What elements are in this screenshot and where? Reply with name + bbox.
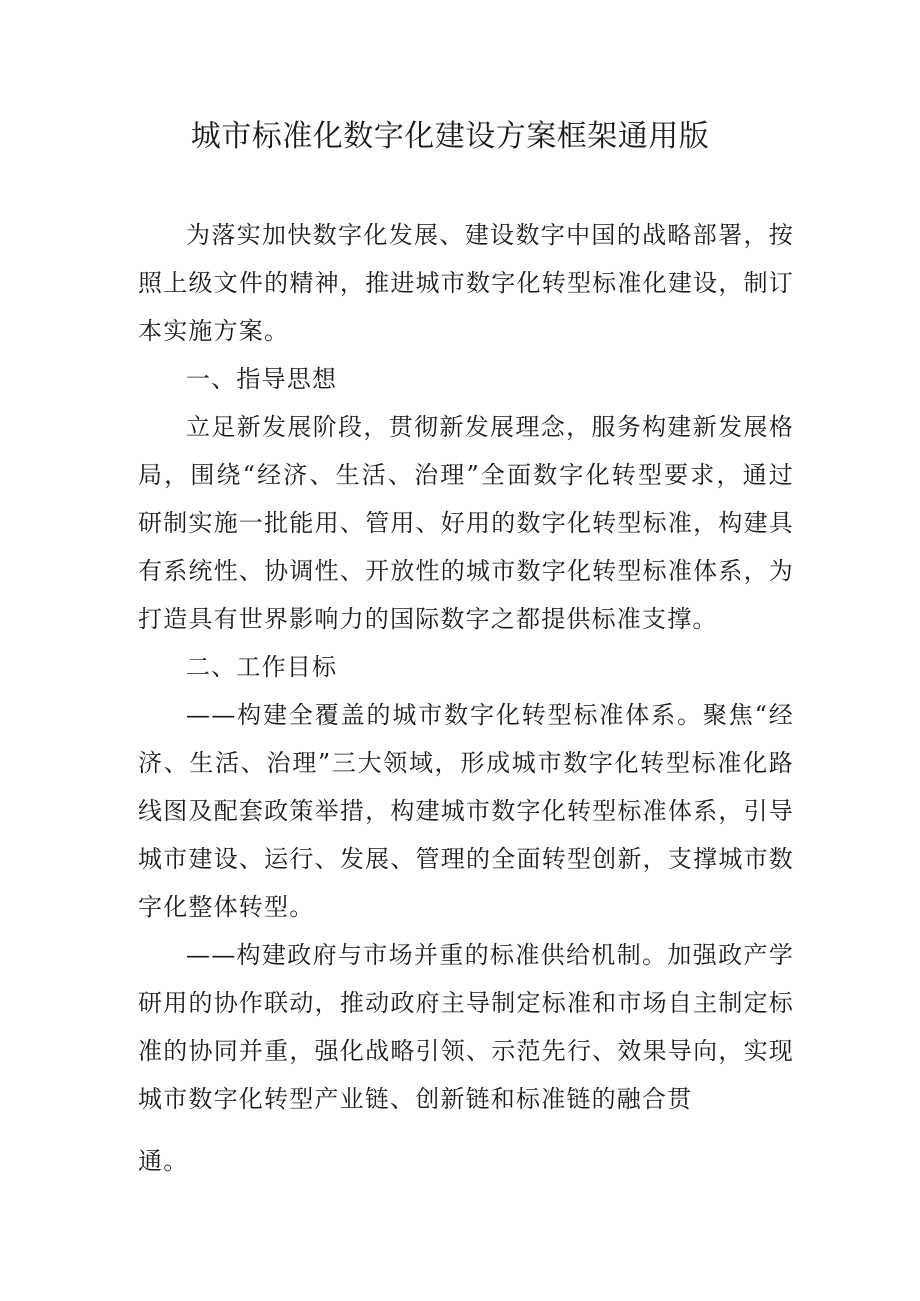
continuation-text: 通。 <box>138 1147 189 1175</box>
document-body <box>138 211 794 1185</box>
section-heading-guiding-ideology: 一、指导思想 <box>186 365 338 393</box>
section-heading-work-goals: 二、工作目标 <box>186 653 338 681</box>
goal-paragraph-supply-mechanism: ——构建政府与市场并重的标准供给机制。加强政产学研用的协作联动，推动政府主导制定标准和市场自主制定标准的协同并重，强化战略引领、示范先行、效果导向，实现城市数字化转型产业链、创新链和标准链的融合贯 <box>138 941 794 1113</box>
guiding-ideology-paragraph: 立足新发展阶段，贯彻新发展理念，服务构建新发展格局，围绕“经济、生活、治理”全面数字化转型要求，通过研制实施一批能用、管用、好用的数字化转型标准，构建具有系统性、协调性、开放性的城市数字化转型标准体系，为打造具有世界影响力的国际数字之都提供标准支撑。 <box>138 413 794 633</box>
intro-paragraph: 为落实加快数字化发展、建设数字中国的战略部署，按照上级文件的精神，推进城市数字化转型标准化建设，制订本实施方案。 <box>138 221 794 345</box>
document-title: 城市标准化数字化建设方案框架通用版 <box>190 119 710 154</box>
goal-paragraph-standard-system: ——构建全覆盖的城市数字化转型标准体系。聚焦“经济、生活、治理”三大领域，形成城市数字化转型标准化路线图及配套政策举措，构建城市数字化转型标准体系，引导城市建设、运行、发展、管理的全面转型创新，支撑城市数字化整体转型。 <box>138 701 794 921</box>
